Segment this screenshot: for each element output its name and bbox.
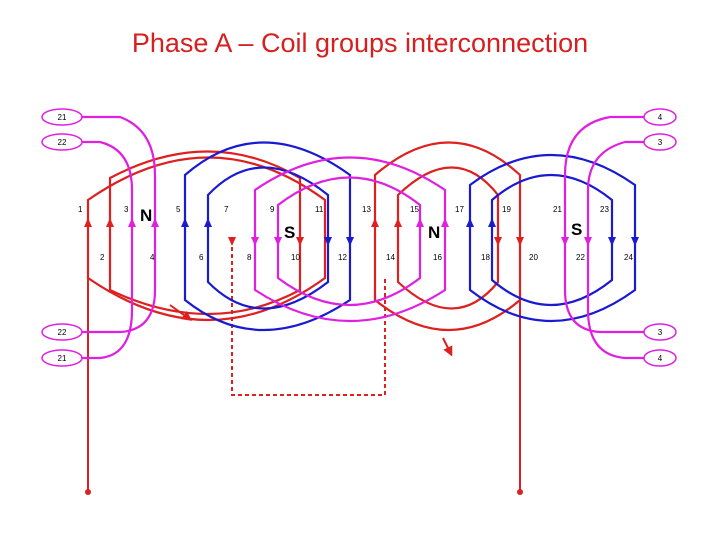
- arrow-down-slot-12: [346, 237, 354, 246]
- slot-number: 22: [576, 253, 585, 262]
- slot-arrows: [84, 218, 639, 246]
- slot-number: 5: [176, 205, 181, 214]
- arrow-up-slot-3: [128, 218, 136, 227]
- diagram-title: Phase A – Coil groups interconnection: [131, 28, 589, 58]
- terminal-label: 3: [657, 328, 663, 337]
- pole-label-2: S: [284, 223, 296, 242]
- slot-number: 8: [247, 253, 252, 262]
- terminal-label: 22: [57, 138, 67, 147]
- terminal-label: 21: [57, 113, 67, 122]
- slot-number: 21: [553, 205, 562, 214]
- slot-number: 11: [315, 205, 324, 214]
- arrow-down-slot-7: [228, 237, 236, 246]
- arrow-down-slot-23: [608, 237, 616, 246]
- slot-number: 15: [410, 205, 419, 214]
- slot-number: 20: [529, 253, 538, 262]
- terminal-label: 4: [657, 113, 663, 122]
- slot-number: 2: [100, 253, 105, 262]
- pole-label-4: S: [571, 220, 583, 239]
- red-coil-group-right: [375, 143, 520, 331]
- slot-number: 14: [386, 253, 395, 262]
- slot-number: 3: [124, 205, 129, 214]
- arrow-down-slot-20: [516, 237, 524, 246]
- arrow-down-slot-10: [296, 237, 304, 246]
- slot-number: 6: [199, 253, 204, 262]
- arrow-up-slot-18: [488, 218, 496, 227]
- slot-number: 13: [362, 205, 371, 214]
- terminal-label: 22: [57, 328, 67, 337]
- slot-number: 17: [455, 205, 464, 214]
- arrow-up-slot-14: [394, 218, 402, 227]
- pole-label-1: N: [140, 206, 153, 225]
- slot-number: 16: [433, 253, 442, 262]
- arrow-up-slot-16: [441, 218, 449, 227]
- arrow-up-slot-17: [466, 218, 474, 227]
- terminal-dot-left: [85, 489, 91, 495]
- slot-number: 10: [291, 253, 300, 262]
- slot-number: 23: [600, 205, 609, 214]
- arrow-down-slot-21: [561, 237, 569, 246]
- arrow-down-slot-19: [494, 237, 502, 246]
- terminal-label: 21: [57, 354, 67, 363]
- arrow-up-slot-15: [416, 218, 424, 227]
- pole-label-3: N: [428, 223, 441, 242]
- slot-number: 9: [270, 205, 275, 214]
- arrow-up-slot-13: [371, 218, 379, 227]
- terminal-dot-right: [517, 489, 523, 495]
- arrow-up-slot-1: [84, 218, 92, 227]
- arrow-up-slot-6: [204, 218, 212, 227]
- slot-numbers: [78, 205, 633, 262]
- slot-number: 19: [502, 205, 511, 214]
- slot-number: 1: [78, 205, 83, 214]
- red-leads: [88, 240, 520, 492]
- arrow-up-slot-5: [181, 218, 189, 227]
- terminal-label: 4: [657, 354, 663, 363]
- slot-number: 24: [624, 253, 633, 262]
- slot-number: 4: [150, 253, 155, 262]
- slot-number: 7: [224, 205, 229, 214]
- terminal-label: 3: [657, 138, 663, 147]
- arrow-up-slot-2: [106, 218, 114, 227]
- arrow-down-slot-24: [631, 237, 639, 246]
- slot-number: 18: [481, 253, 490, 262]
- arrow-down-slot-22: [584, 237, 592, 246]
- arrow-down-slot-8: [251, 237, 259, 246]
- slot-number: 12: [338, 253, 347, 262]
- arrow-down-slot-9: [274, 237, 282, 246]
